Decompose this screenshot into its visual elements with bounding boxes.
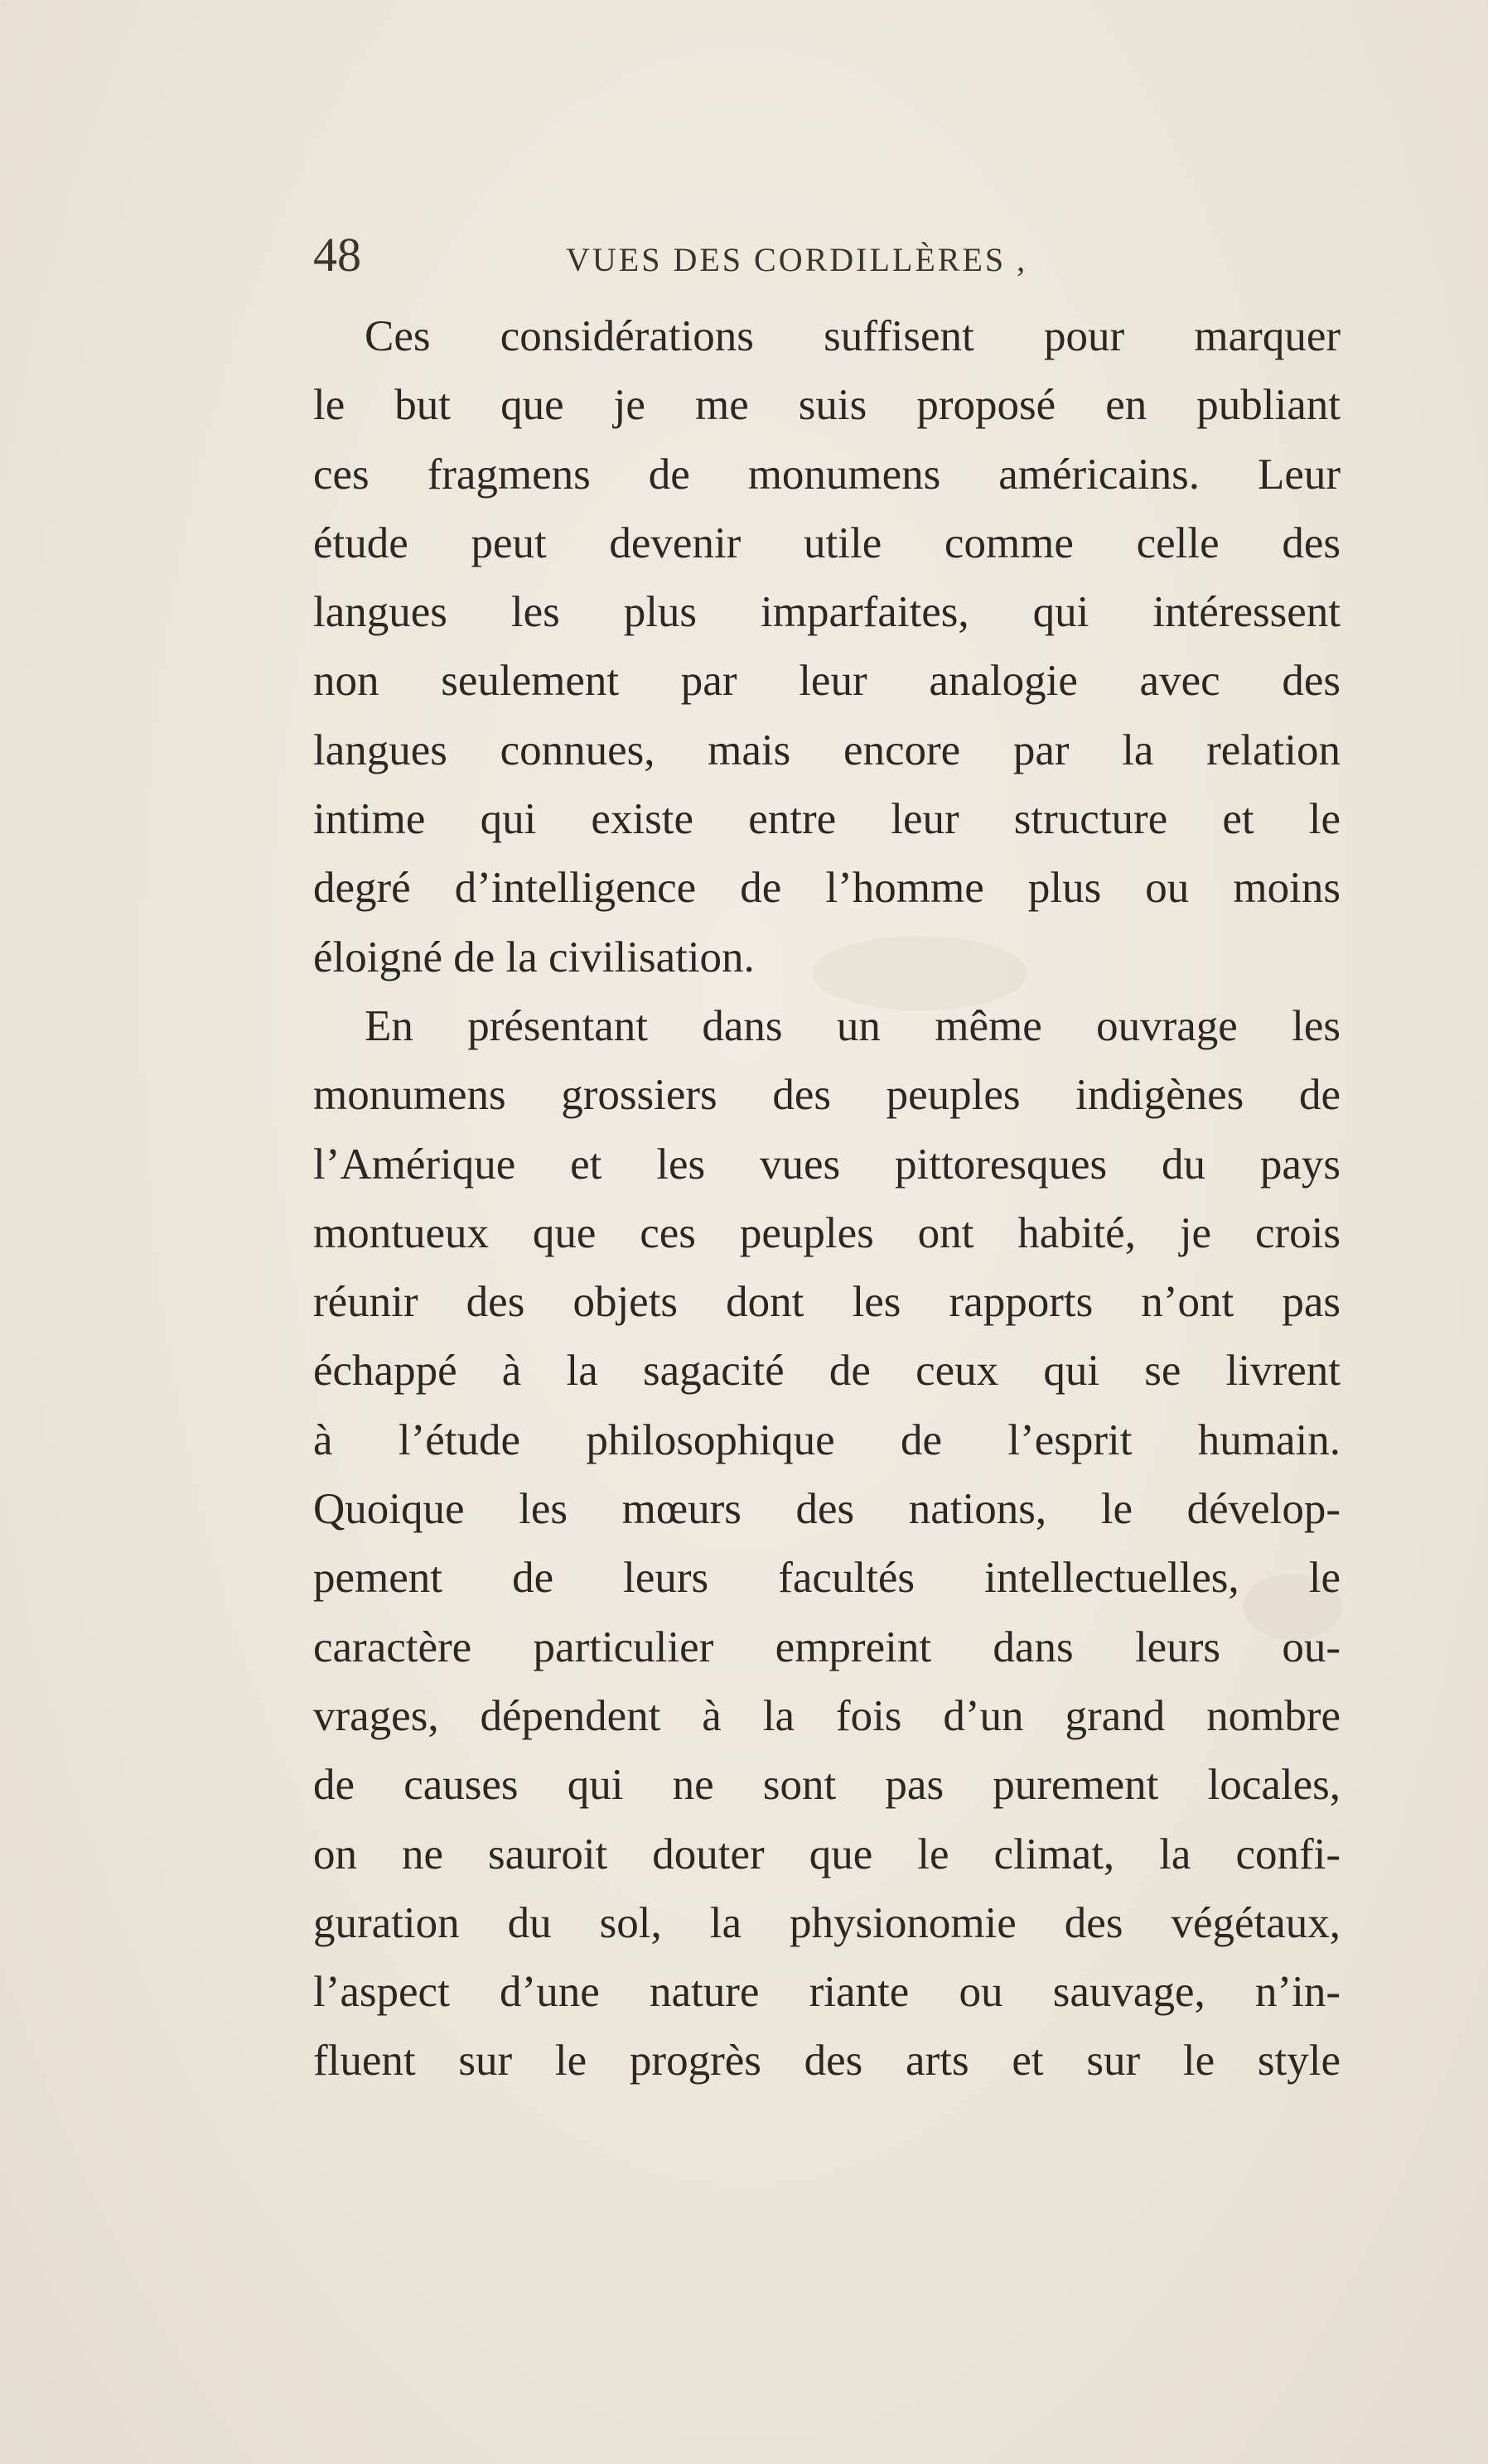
- text-line: non seulement par leur analogie avec des: [313, 657, 1341, 706]
- text-line: éloigné de la civilisation.: [313, 933, 755, 981]
- text-line: fluent sur le progrès des arts et sur le style: [313, 2037, 1341, 2085]
- text-line: En présentant dans un même ouvrage les: [365, 1001, 1341, 1050]
- text-line: de causes qui ne sont pas purement locales,: [313, 1761, 1341, 1810]
- text-line: intime qui existe entre leur structure et le: [313, 795, 1341, 844]
- text-line: réunir des objets dont les rapports n’ont pas: [313, 1278, 1341, 1327]
- text-line: ces fragmens de monumens américains. Leur: [313, 450, 1341, 499]
- running-head: [313, 222, 1341, 288]
- body-text: [313, 302, 1341, 2096]
- text-line: étude peut devenir utile comme celle des: [313, 518, 1341, 567]
- text-line: on ne sauroit douter que le climat, la confi-: [313, 1830, 1341, 1878]
- text-line: l’Amérique et les vues pittoresques du pays: [313, 1140, 1341, 1189]
- text-line: langues les plus imparfaites, qui intéressent: [313, 588, 1341, 637]
- page-number: 48: [313, 228, 361, 282]
- text-line: caractère particulier empreint dans leurs ou-: [313, 1623, 1341, 1671]
- running-title: VUES DES CORDILLÈRES ,: [566, 241, 1028, 278]
- text-line: monumens grossiers des peuples indigènes de: [313, 1071, 1341, 1120]
- text-line: Quoique les mœurs des nations, le dévelop-: [313, 1485, 1341, 1534]
- text-line: vrages, dépendent à la fois d’un grand nombre: [313, 1691, 1341, 1740]
- text-line: échappé à la sagacité de ceux qui se livrent: [313, 1347, 1341, 1396]
- text-line: langues connues, mais encore par la relation: [313, 726, 1341, 774]
- text-line: à l’étude philosophique de l’esprit humain.: [313, 1415, 1341, 1464]
- text-line: degré d’intelligence de l’homme plus ou moins: [313, 864, 1341, 913]
- text-line: l’aspect d’une nature riante ou sauvage, n’in-: [313, 1968, 1341, 2017]
- text-line: montueux que ces peuples ont habité, je crois: [313, 1208, 1341, 1257]
- text-line: guration du sol, la physionomie des végétaux,: [313, 1898, 1341, 1947]
- text-line: le but que je me suis proposé en publiant: [313, 381, 1341, 430]
- text-line: Ces considérations suffisent pour marquer: [365, 312, 1341, 360]
- text-line: pement de leurs facultés intellectuelles, le: [313, 1554, 1341, 1603]
